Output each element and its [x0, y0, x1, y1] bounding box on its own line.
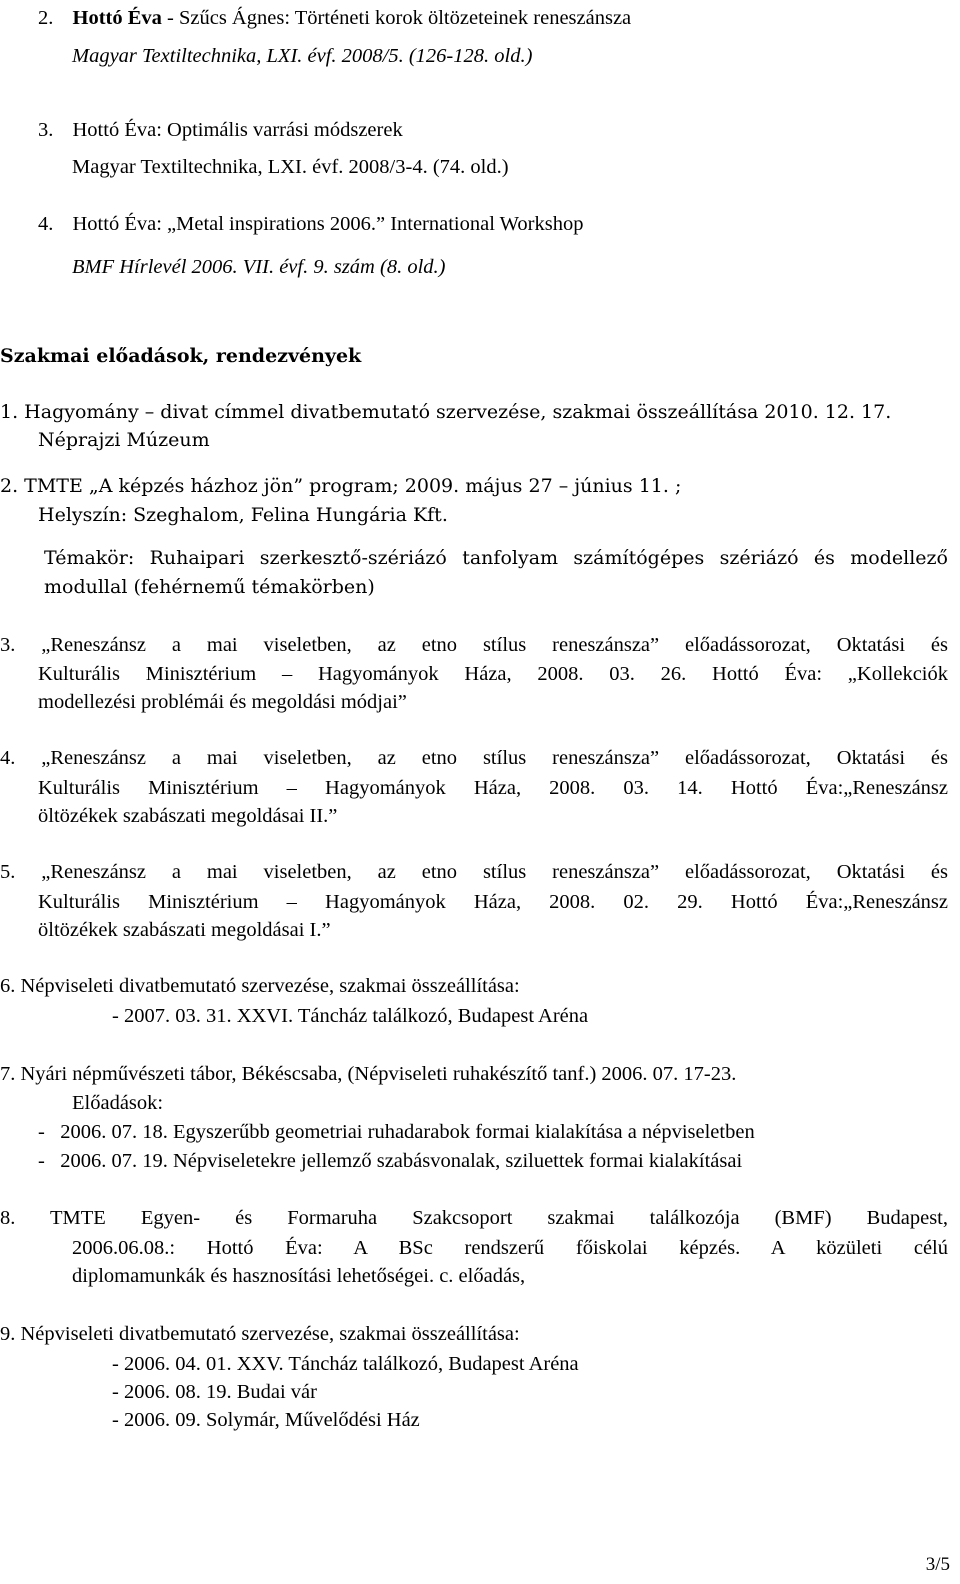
event-3-line3: modellezési problémái és megoldási módjai”: [38, 691, 407, 713]
event-4-line1: 4. „Reneszánsz a mai viseletben, az etno stílus reneszánsza” előadássorozat, Oktatási és: [0, 747, 948, 769]
event-5-line1: 5. „Reneszánsz a mai viseletben, az etno stílus reneszánsza” előadássorozat, Oktatási és: [0, 861, 948, 883]
event-6-line2: - 2007. 03. 31. XXVI. Táncház találkozó, Budapest Aréna: [112, 1005, 589, 1027]
event-5-line2: Kulturális Minisztérium – Hagyományok Háza, 2008. 02. 29. Hottó Éva:„Reneszánsz: [38, 891, 948, 913]
event-2-line3: Témakör: Ruhaipari szerkesztő-szériázó tanfolyam számítógépes szériázó és modellező: [44, 547, 948, 569]
section-heading: Szakmai előadások, rendezvények: [0, 345, 362, 367]
event-7-line2: Előadások:: [72, 1092, 164, 1114]
page-number: 3/5: [925, 1554, 950, 1575]
event-9-line3: - 2006. 08. 19. Budai vár: [112, 1381, 317, 1403]
event-7-line4: - 2006. 07. 19. Népviseletekre jellemző szabásvonalak, sziluettek formai kialakításai: [38, 1150, 743, 1172]
event-7-line3: - 2006. 07. 18. Egyszerűbb geometriai ruhadarabok formai kialakítása a népviseletben: [38, 1121, 755, 1143]
publication-2-number: 2.: [38, 7, 54, 29]
publication-3-number: 3.: [38, 119, 54, 141]
publication-4-line1: [38, 212, 583, 236]
publication-4-number: 4.: [38, 213, 54, 235]
event-5-line3: öltözékek szabászati megoldásai I.”: [38, 919, 331, 941]
event-3-line2: Kulturális Minisztérium – Hagyományok Háza, 2008. 03. 26. Hottó Éva: „Kollekciók: [38, 663, 948, 685]
publication-4-title: Hottó Éva: „Metal inspirations 2006.” International Workshop: [72, 213, 584, 235]
publication-3-line1: [38, 118, 403, 142]
publication-2-source: Magyar Textiltechnika, LXI. évf. 2008/5. (126-128. old.): [72, 45, 533, 67]
publication-3-title: Hottó Éva: Optimális varrási módszerek: [72, 119, 403, 141]
event-4-line3: öltözékek szabászati megoldásai II.”: [38, 805, 338, 827]
event-9-line4: - 2006. 09. Solymár, Művelődési Ház: [112, 1409, 420, 1431]
event-6-line1: 6. Népviseleti divatbemutató szervezése, szakmai összeállítása:: [0, 975, 520, 997]
publication-2-author: Hottó Éva: [72, 7, 162, 29]
event-9-line1: 9. Népviseleti divatbemutató szervezése, szakmai összeállítása:: [0, 1323, 520, 1345]
publication-4-source: BMF Hírlevél 2006. VII. évf. 9. szám (8. old.): [72, 256, 446, 278]
event-8-line2: 2006.06.08.: Hottó Éva: A BSc rendszerű főiskolai képzés. A közületi célú: [72, 1237, 948, 1259]
event-8-line1: 8. TMTE Egyen- és Formaruha Szakcsoport szakmai találkozója (BMF) Budapest,: [0, 1207, 948, 1229]
event-2-line1: 2. TMTE „A képzés házhoz jön” program; 2009. május 27 – június 11. ;: [0, 475, 682, 497]
event-1-line1: 1. Hagyomány – divat címmel divatbemutató szervezése, szakmai összeállítása 2010. 12. 17.: [0, 401, 892, 423]
event-3-line1: 3. „Reneszánsz a mai viseletben, az etno stílus reneszánsza” előadássorozat, Oktatási és: [0, 634, 948, 656]
event-9-line2: - 2006. 04. 01. XXV. Táncház találkozó, Budapest Aréna: [112, 1353, 579, 1375]
event-7-line1: 7. Nyári népművészeti tábor, Békéscsaba, (Népviseleti ruhakészítő tanf.) 2006. 07. 17-23.: [0, 1063, 737, 1085]
event-2-line2: Helyszín: Szeghalom, Felina Hungária Kft.: [38, 504, 448, 526]
event-4-line2: Kulturális Minisztérium – Hagyományok Háza, 2008. 03. 14. Hottó Éva:„Reneszánsz: [38, 777, 948, 799]
event-8-line3: diplomamunkák és hasznosítási lehetőségei. c. előadás,: [72, 1265, 526, 1287]
publication-3-source: Magyar Textiltechnika, LXI. évf. 2008/3-4. (74. old.): [72, 156, 509, 178]
event-1-line2: Néprajzi Múzeum: [38, 429, 210, 451]
publication-2-title: - Szűcs Ágnes: Történeti korok öltözeteinek reneszánsza: [161, 7, 632, 29]
publication-2-line1: [38, 6, 631, 30]
event-2-line4: modullal (fehérnemű témakörben): [44, 576, 375, 598]
